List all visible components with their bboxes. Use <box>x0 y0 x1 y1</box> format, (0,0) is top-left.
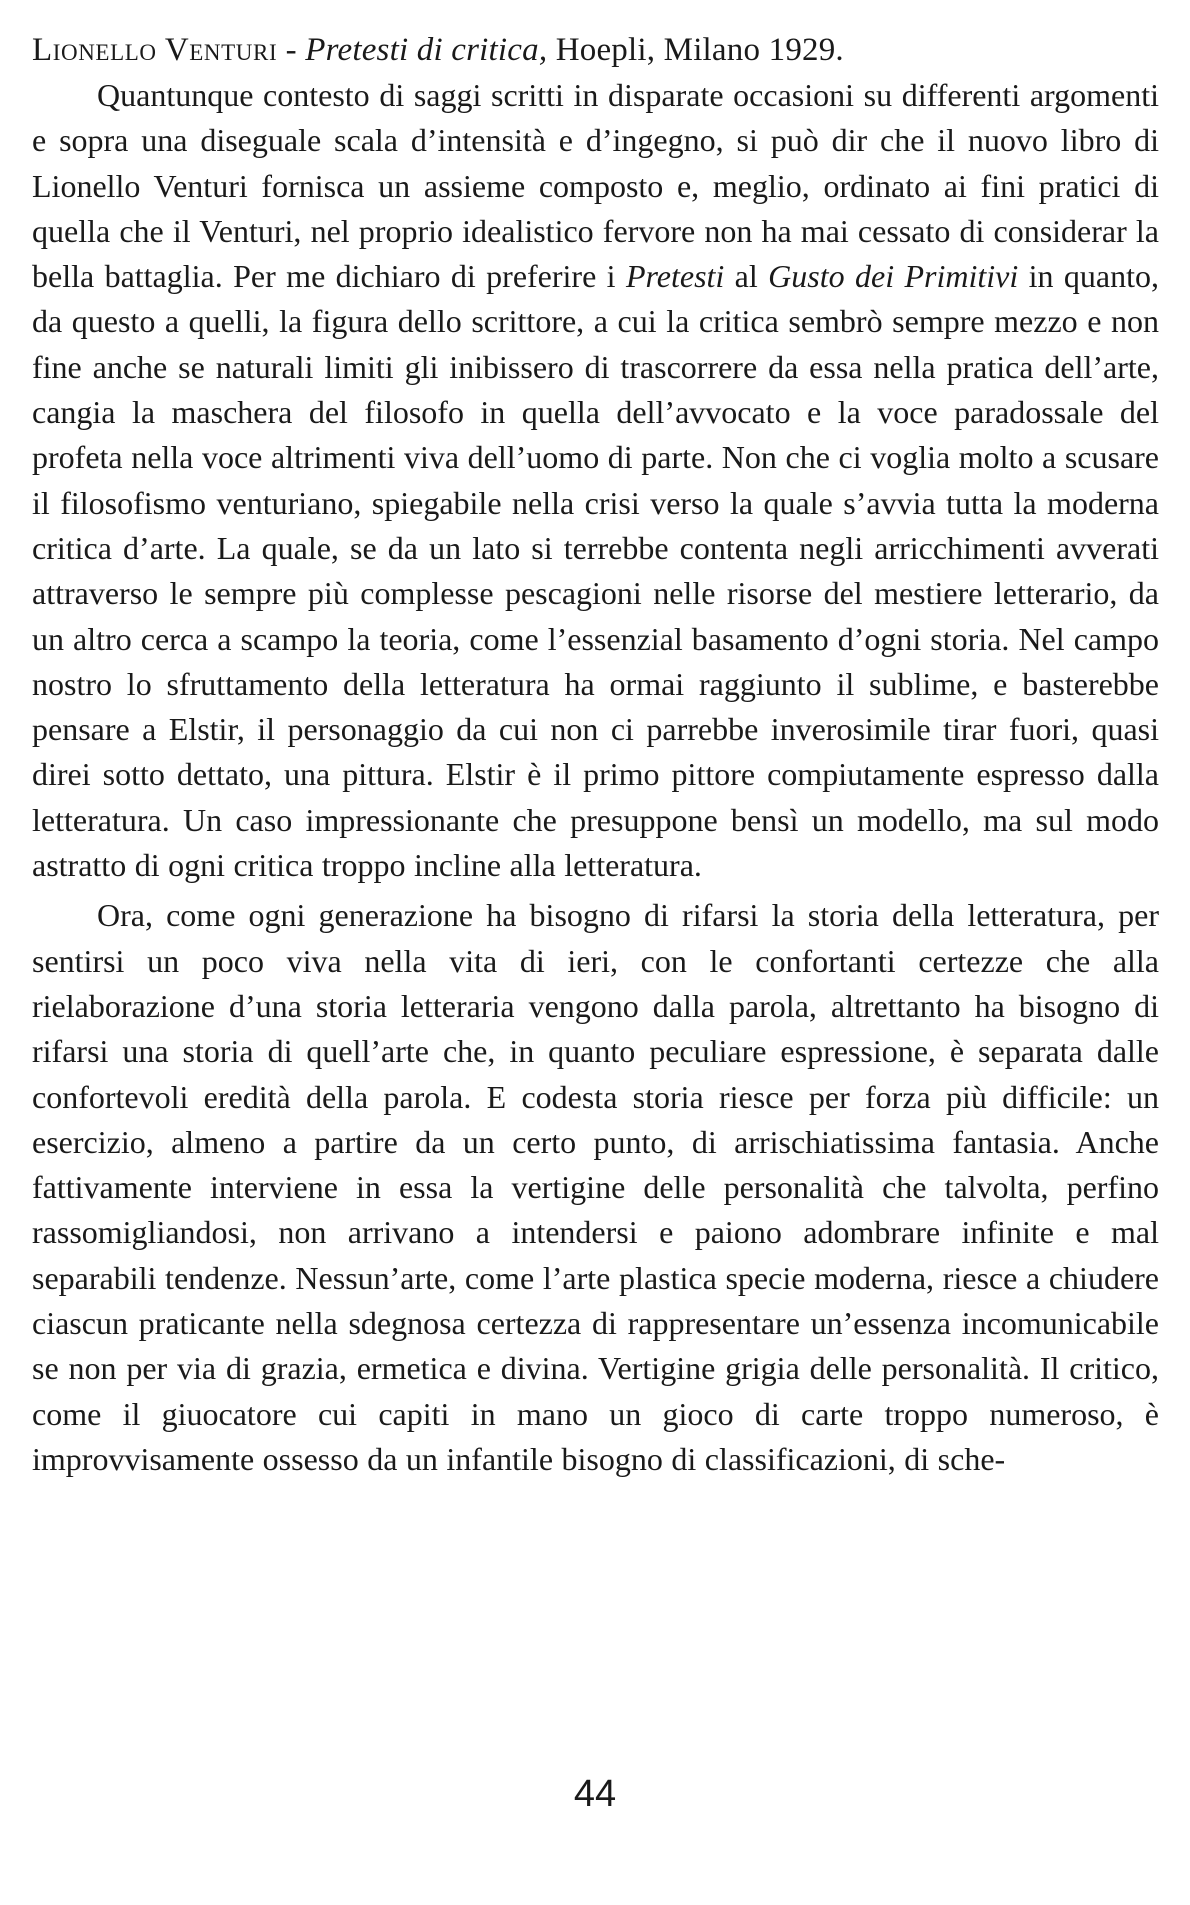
paragraph-1-text-a: Quantunque contesto di saggi scritti in disparate occasioni su differenti argomenti e sopra una diseguale scala d’intensità e d’ingegno, si può dir che il nuovo libro di Lionello Venturi fornisca un assieme composto e, meglio, ordinato ai fini pratici di quella che il Venturi, nel proprio idealistico fervore non ha mai cessato di considerar la bella battaglia. Per me dichiaro di preferire i <box>32 77 1159 295</box>
book-title-pretesti: Pretesti <box>625 258 725 295</box>
page-number: 44 <box>573 1773 617 1815</box>
citation-publisher: Hoepli, Milano 1929. <box>547 32 844 68</box>
book-title-gusto-dei-primitivi: Gusto dei Primitivi <box>768 258 1019 295</box>
paragraph-1-text-b: al <box>724 258 769 295</box>
paragraph-2: Ora, come ogni generazione ha bisogno di rifarsi la storia della letteratura, per sentirsi un poco viva nella vita di ieri, con le confortanti certezze che alla rielaborazione d’una storia letteraria vengono dalla parola, altrettanto ha bisogno di rifarsi una storia di quell’arte che, in quanto peculiare espressione, è separata dalle confortevoli eredità della parola. E codesta storia riesce per forza più difficile: un esercizio, almeno a partire da un certo punto, di arrischiatissima fantasia. Anche fattivamente interviene in essa la vertigine delle personalità che talvolta, perfino rassomigliandosi, non arrivano a intendersi e paiono adombrare infinite e mal separabili tendenze. Nessun’arte, come l’arte plastica specie moderna, riesce a chiudere ciascun praticante nella sdegnosa certezza di rappresentare un’essenza incomunicabile se non per via di grazia, ermetica e divina. Vertigine grigia delle personalità. Il critico, come il giuocatore cui capiti in mano un gioco di carte troppo numeroso, è improvvisamente ossesso da un infantile bisogno di classificazioni, di sche- <box>32 897 1159 1477</box>
citation-title: Pretesti di critica, <box>305 32 548 68</box>
bibliographic-citation <box>32 28 1159 73</box>
paragraph-1-text-c: in quanto, da questo a quelli, la figura dello scrittore, a cui la critica sembrò sempre mezzo e non fine anche se naturali limiti gli inibissero di trascorrere da essa nella pratica dell’arte, cangia la maschera del filosofo in quella dell’avvocato e la voce paradossale del profeta nella voce altrimenti viva dell’uomo di parte. Non che ci voglia molto a scusare il filosofismo venturiano, spiegabile nella crisi verso la quale s’avvia tutta la moderna critica d’arte. La quale, se da un lato si terrebbe contenta negli arricchimenti avverati attraverso le sempre più complesse pescagioni nelle risorse del mestiere letterario, da un altro cerca a scampo la teoria, come l’essenzial basamento d’ogni storia. Nel campo nostro lo sfruttamento della letteratura ha ormai raggiunto il sublime, e basterebbe pensare a Elstir, il personaggio da cui non ci parrebbe inverosimile tirar fuori, quasi direi sotto dettato, una pittura. Elstir è il primo pittore compiutamente espresso dalla letteratura. Un caso impressionante che presuppone bensì un modello, ma sul modo astratto di ogni critica troppo incline alla letteratura. <box>32 258 1160 884</box>
citation-author: Lionello Venturi <box>32 32 278 68</box>
paragraph-1 <box>32 73 1159 888</box>
citation-separator: - <box>277 32 306 68</box>
page-body <box>32 28 1159 1482</box>
